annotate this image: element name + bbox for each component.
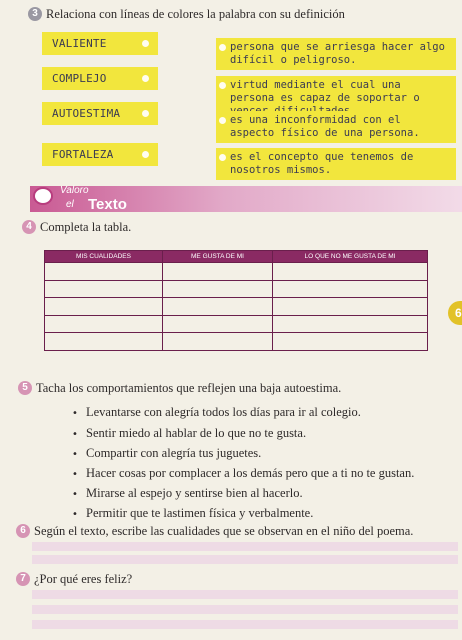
behavior-item[interactable]: • Mirarse al espejo y sentirse bien al hacerlo.: [72, 486, 303, 500]
answer-line[interactable]: [32, 555, 458, 564]
connector-dot[interactable]: [219, 117, 226, 124]
behavior-item[interactable]: • Sentir miedo al hablar de lo que no te gusta.: [72, 426, 307, 440]
table-cell[interactable]: [45, 263, 163, 281]
question-7-number: 7: [16, 572, 30, 586]
definition-text: es el concepto que tenemos de nosotros mismos.: [230, 151, 414, 176]
table-cell[interactable]: [45, 298, 163, 316]
table-cell[interactable]: [45, 280, 163, 298]
word-label: AUTOESTIMA: [52, 107, 121, 120]
word-label: FORTALEZA: [52, 148, 114, 161]
table-cell[interactable]: [163, 263, 273, 281]
word-label: COMPLEJO: [52, 72, 107, 85]
column-header: LO QUE NO ME GUSTA DE MI: [273, 251, 428, 263]
answer-line[interactable]: [32, 605, 458, 614]
definition-box-3[interactable]: [216, 111, 456, 143]
connector-dot[interactable]: [219, 82, 226, 89]
word-box-valiente[interactable]: [42, 32, 158, 55]
banner-title-small: Valoro: [60, 185, 89, 196]
connector-dot[interactable]: [142, 110, 149, 117]
word-box-fortaleza[interactable]: [42, 143, 158, 166]
bullet-icon: •: [72, 449, 78, 460]
table-row: [45, 263, 428, 281]
word-label: VALIENTE: [52, 37, 107, 50]
table-row: [45, 315, 428, 333]
table-cell[interactable]: [163, 280, 273, 298]
bullet-icon: •: [72, 489, 78, 500]
table-cell[interactable]: [163, 315, 273, 333]
behavior-item[interactable]: • Levantarse con alegría todos los días para ir al colegio.: [72, 405, 361, 419]
banner-title-main: Texto: [88, 196, 127, 213]
word-box-complejo[interactable]: [42, 67, 158, 90]
bullet-icon: •: [72, 408, 78, 419]
definition-text: virtud mediante el cual una persona es capaz de soportar o: [230, 79, 420, 104]
speech-bubble-icon: [33, 187, 53, 205]
behavior-item[interactable]: • Permitir que te lastimen física y verbalmente.: [72, 506, 314, 520]
column-header: MIS CUALIDADES: [45, 251, 163, 263]
behavior-item[interactable]: • Hacer cosas por complacer a los demás pero que a ti no te gustan.: [72, 466, 415, 480]
definition-text: persona que se arriesga hacer algo difícil o peligroso.: [230, 41, 445, 66]
question-6-instruction: Según el texto, escribe las cualidades que se observan en el niño del poema.: [34, 524, 414, 538]
question-3-instruction: Relaciona con líneas de colores la palabra con su definición: [46, 7, 345, 21]
answer-line[interactable]: [32, 542, 458, 551]
question-3-number: 3: [28, 7, 42, 21]
table-cell[interactable]: [273, 315, 428, 333]
table-header-row: [45, 251, 428, 263]
question-7-instruction: ¿Por qué eres feliz?: [34, 572, 133, 586]
question-4-number: 4: [22, 220, 36, 234]
page-side-tab: 6: [448, 301, 462, 325]
answer-line[interactable]: [32, 620, 458, 629]
answer-line[interactable]: [32, 590, 458, 599]
table-cell[interactable]: [163, 298, 273, 316]
table-cell[interactable]: [45, 315, 163, 333]
word-box-autoestima[interactable]: [42, 102, 158, 125]
table-row: [45, 280, 428, 298]
table-cell[interactable]: [163, 333, 273, 351]
definition-box-4[interactable]: [216, 148, 456, 180]
table-row: [45, 333, 428, 351]
table-cell[interactable]: [273, 280, 428, 298]
question-6-number: 6: [16, 524, 30, 538]
definition-box-1[interactable]: [216, 38, 456, 70]
table-cell[interactable]: [273, 298, 428, 316]
bullet-icon: •: [72, 429, 78, 440]
connector-dot[interactable]: [219, 44, 226, 51]
connector-dot[interactable]: [219, 154, 226, 161]
qualities-table: [44, 250, 428, 351]
behavior-item[interactable]: • Compartir con alegría tus juguetes.: [72, 446, 262, 460]
table-row: [45, 298, 428, 316]
table-cell[interactable]: [273, 333, 428, 351]
banner-title-article: el: [66, 199, 74, 210]
question-4-instruction: Completa la tabla.: [40, 220, 132, 234]
connector-dot[interactable]: [142, 75, 149, 82]
column-header: ME GUSTA DE MI: [163, 251, 273, 263]
bullet-icon: •: [72, 509, 78, 520]
question-5-number: 5: [18, 381, 32, 395]
connector-dot[interactable]: [142, 151, 149, 158]
table-cell[interactable]: [273, 263, 428, 281]
question-5-instruction: Tacha los comportamientos que reflejen una baja autoestima.: [36, 381, 342, 395]
table-cell[interactable]: [45, 333, 163, 351]
bullet-icon: •: [72, 469, 78, 480]
definition-text: es una inconformidad con el aspecto físico de una persona.: [230, 114, 420, 139]
connector-dot[interactable]: [142, 40, 149, 47]
